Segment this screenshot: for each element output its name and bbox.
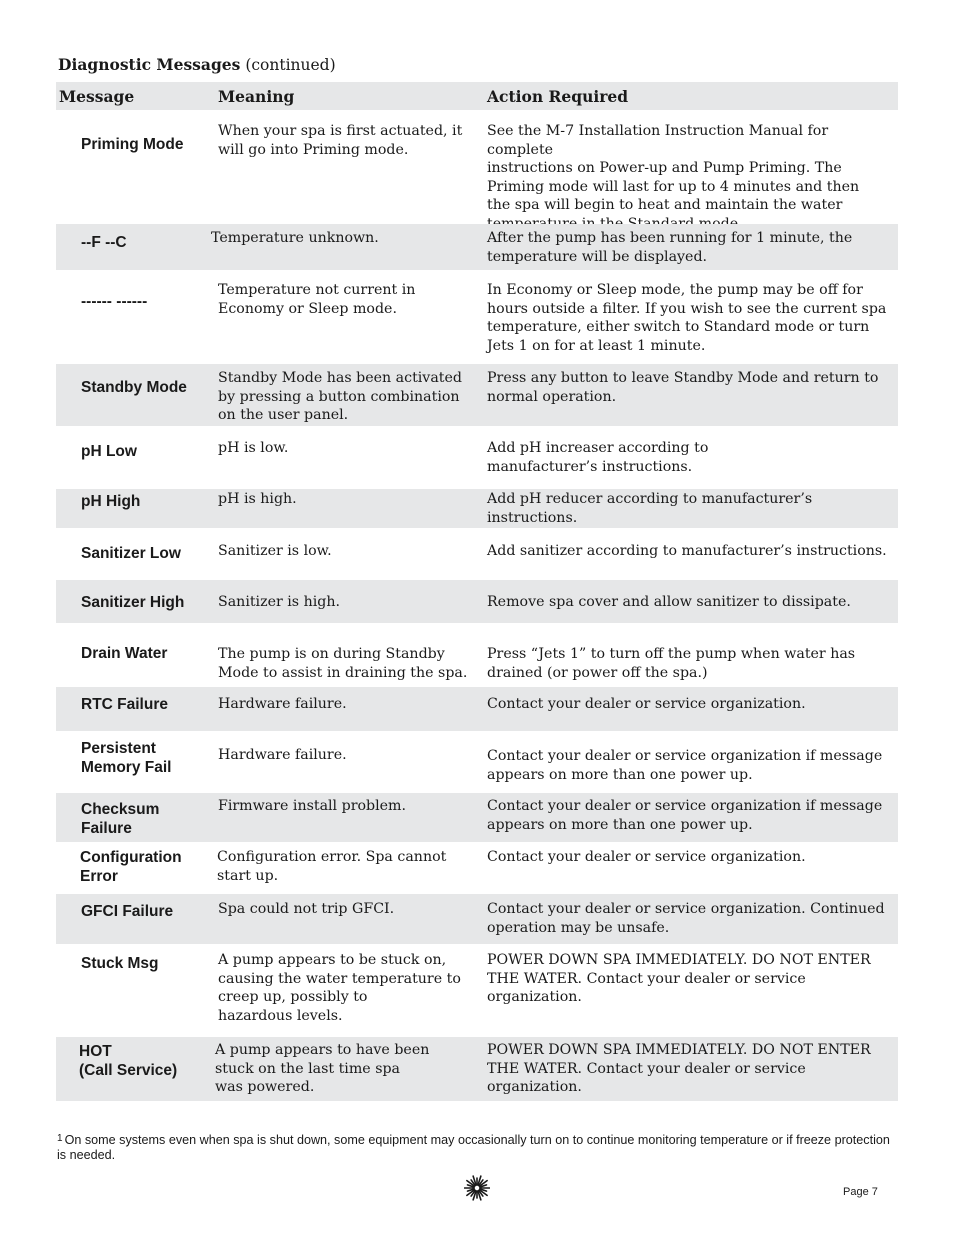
row-meaning: Spa could not trip GFCI.: [218, 901, 395, 917]
row-meaning: A pump appears to be stuck on, causing the water temperature to creep up, possibly to hazardous levels.: [218, 952, 461, 1024]
row-action: Contact your dealer or service organization. Continued operation may be unsafe.: [487, 901, 885, 936]
page-number: Page 7: [843, 1186, 878, 1198]
row-action: See the M-7 Installation Instruction Manual for complete instructions on Power-up and Pump Priming. The Priming mode will last for up to 4 minutes and then the spa will begin to heat and maintain the water: [487, 123, 860, 214]
table-row: [56, 364, 898, 426]
table-row: [56, 944, 898, 1037]
row-meaning: Temperature not current in Economy or Sleep mode.: [218, 282, 416, 317]
row-action: POWER DOWN SPA IMMEDIATELY. DO NOT ENTER THE WATER. Contact your dealer or service organization.: [487, 1042, 871, 1096]
row-meaning: Hardware failure.: [218, 747, 347, 763]
row-action: Contact your dealer or service organization if message appears on more than one power up.: [487, 748, 883, 783]
row-action: Contact your dealer or service organization.: [487, 696, 806, 712]
row-message: Sanitizer Low: [81, 545, 181, 562]
row-message: RTC Failure: [81, 696, 168, 713]
row-meaning: Temperature unknown.: [211, 230, 379, 246]
section-title-continued: (continued): [245, 56, 336, 74]
row-message: Configuration Error: [80, 849, 182, 885]
row-action: Press any button to leave Standby Mode and return to normal operation.: [487, 370, 879, 405]
row-meaning: pH is high.: [218, 491, 297, 507]
row-action: In Economy or Sleep mode, the pump may be off for hours outside a filter. If you wish to see the current spa temperature, either switch to Standard mode or turn Jets 1 on for at least 1 minute.: [487, 282, 887, 354]
row-action: After the pump has been running for 1 minute, the temperature will be displayed.: [487, 230, 853, 265]
header-message: Message: [59, 87, 135, 106]
row-meaning: Firmware install problem.: [218, 798, 406, 814]
row-action: Press “Jets 1” to turn off the pump when water has drained (or power off the spa.): [487, 646, 856, 681]
row-message: Priming Mode: [81, 136, 184, 153]
table-header: [56, 82, 898, 110]
table-row: [56, 793, 898, 842]
row-action: Remove spa cover and allow sanitizer to dissipate.: [487, 594, 851, 610]
table-row: [56, 489, 898, 528]
row-meaning: A pump appears to have been stuck on the last time spa was powered.: [215, 1042, 430, 1096]
row-action: Add pH reducer according to manufacturer’s instructions.: [487, 491, 813, 526]
table-row: [56, 1037, 898, 1101]
section-title: [58, 55, 336, 74]
row-meaning: Configuration error. Spa cannot start up.: [217, 849, 447, 884]
header-meaning: Meaning: [218, 87, 295, 106]
row-action: Contact your dealer or service organization.: [487, 849, 806, 865]
row-message: Checksum Failure: [81, 801, 160, 837]
row-action: Add pH increaser according to manufacturer’s instructions.: [487, 440, 709, 475]
row-message: GFCI Failure: [81, 903, 174, 920]
row-message: Persistent Memory Fail: [81, 740, 172, 776]
header-action: Action Required: [487, 87, 629, 106]
table-row: [56, 731, 898, 793]
row-action: Add sanitizer according to manufacturer’s instructions.: [487, 543, 887, 559]
row-message: pH Low: [81, 443, 137, 460]
row-meaning: When your spa is first actuated, it will go into Priming mode.: [218, 123, 463, 158]
row-message: pH High: [81, 493, 141, 510]
row-message: Drain Water: [81, 645, 168, 662]
table-row: [56, 426, 898, 489]
table-row: [56, 110, 898, 224]
row-meaning: Sanitizer is low.: [218, 543, 332, 559]
row-message: Stuck Msg: [81, 955, 159, 972]
table-row: [56, 894, 898, 944]
table-row: [56, 224, 898, 270]
row-meaning: Sanitizer is high.: [218, 594, 340, 610]
row-message: Sanitizer High: [81, 594, 185, 611]
table-row: [56, 687, 898, 731]
diagnostic-table: [56, 82, 898, 1101]
row-meaning: Standby Mode has been activated by pressing a button combination on the user panel.: [218, 370, 462, 424]
row-action: Contact your dealer or service organization if message appears on more than one power up.: [487, 798, 883, 833]
row-message: ------ ------: [81, 293, 148, 310]
footnote: [57, 1133, 897, 1163]
table-row: [56, 528, 898, 580]
footnote-text: On some systems even when spa is shut down, some equipment may occasionally turn on to continue monitoring temperature or if freeze protection is needed.: [57, 1133, 890, 1162]
row-message: Standby Mode: [81, 379, 187, 396]
row-message: HOT (Call Service): [79, 1043, 178, 1079]
starburst-logo-icon: [464, 1175, 490, 1206]
table-row: [56, 623, 898, 687]
table-row: [56, 580, 898, 623]
row-message: --F --C: [81, 234, 127, 251]
row-meaning: The pump is on during Standby Mode to assist in draining the spa.: [218, 646, 468, 681]
row-meaning: pH is low.: [218, 440, 289, 456]
table-row: [56, 842, 898, 894]
footnote-marker: 1: [57, 1133, 63, 1144]
section-title-main: Diagnostic Messages: [58, 55, 241, 74]
row-meaning: Hardware failure.: [218, 696, 347, 712]
row-action: POWER DOWN SPA IMMEDIATELY. DO NOT ENTER THE WATER. Contact your dealer or service organization.: [487, 952, 871, 1006]
table-row: [56, 270, 898, 364]
